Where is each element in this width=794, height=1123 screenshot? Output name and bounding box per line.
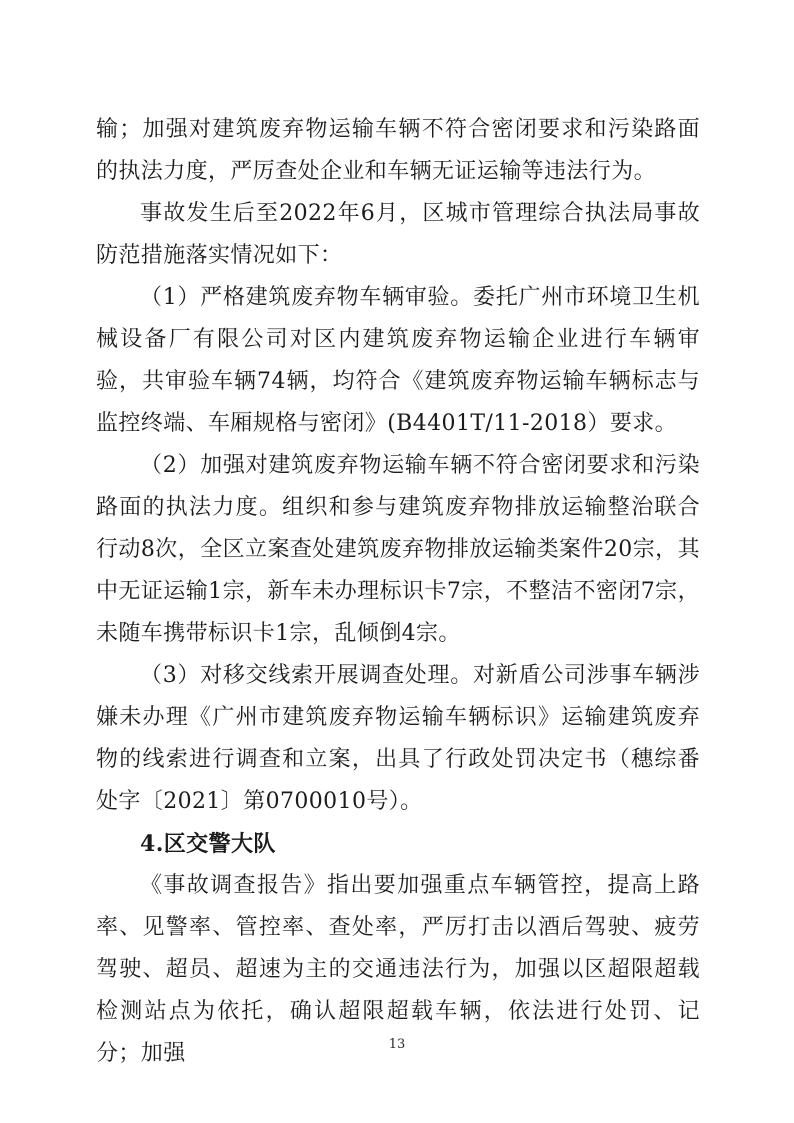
paragraph-continuation: 输；加强对建筑废弃物运输车辆不符合密闭要求和污染路面的执法力度，严厉查处企业和车辆无证运输等违法行为。 [96, 117, 700, 184]
paragraph-intro-implementation: 事故发生后至2022年6月，区城市管理综合执法局事故防范措施落实情况如下： [96, 201, 700, 268]
paragraph-item-3-investigation: （3）对移交线索开展调查处理。对新盾公司涉事车辆涉嫌未办理《广州市建筑废弃物运输车辆标识》运输建筑废弃物的线索进行调查和立案，出具了行政处罚决定书（穗综番处字〔2021〕第0700010号）。 [96, 663, 700, 814]
paragraph-traffic-police-measures: 《事故调查报告》指出要加强重点车辆管控，提高上路率、见警率、管控率、查处率，严厉打击以酒后驾驶、疲劳驾驶、超员、超速为主的交通违法行为，加强以区超限超载检测站点为依托，确认超限超载车辆，依法进行处罚、记分；加强 [96, 873, 700, 1066]
section-heading-traffic-police-brigade: 4.区交警大队 [140, 831, 276, 857]
document-body [96, 109, 700, 1075]
paragraph-item-2-enforcement: （2）加强对建筑废弃物运输车辆不符合密闭要求和污染路面的执法力度。组织和参与建筑废弃物排放运输整治联合行动8次，全区立案查处建筑废弃物排放运输类案件20宗，其中无证运输1宗，新车未办理标识卡7宗，不整洁不密闭7宗，未随车携带标识卡1宗，乱倾倒4宗。 [96, 453, 700, 646]
page-number: 13 [388, 1037, 406, 1052]
paragraph-item-1-vehicle-inspection: （1）严格建筑废弃物车辆审验。委托广州市环境卫生机械设备厂有限公司对区内建筑废弃物运输企业进行车辆审验，共审验车辆74辆，均符合《建筑废弃物运输车辆标志与监控终端、车厢规格与密闭》(B4401T/11-2018）要求。 [96, 285, 700, 436]
